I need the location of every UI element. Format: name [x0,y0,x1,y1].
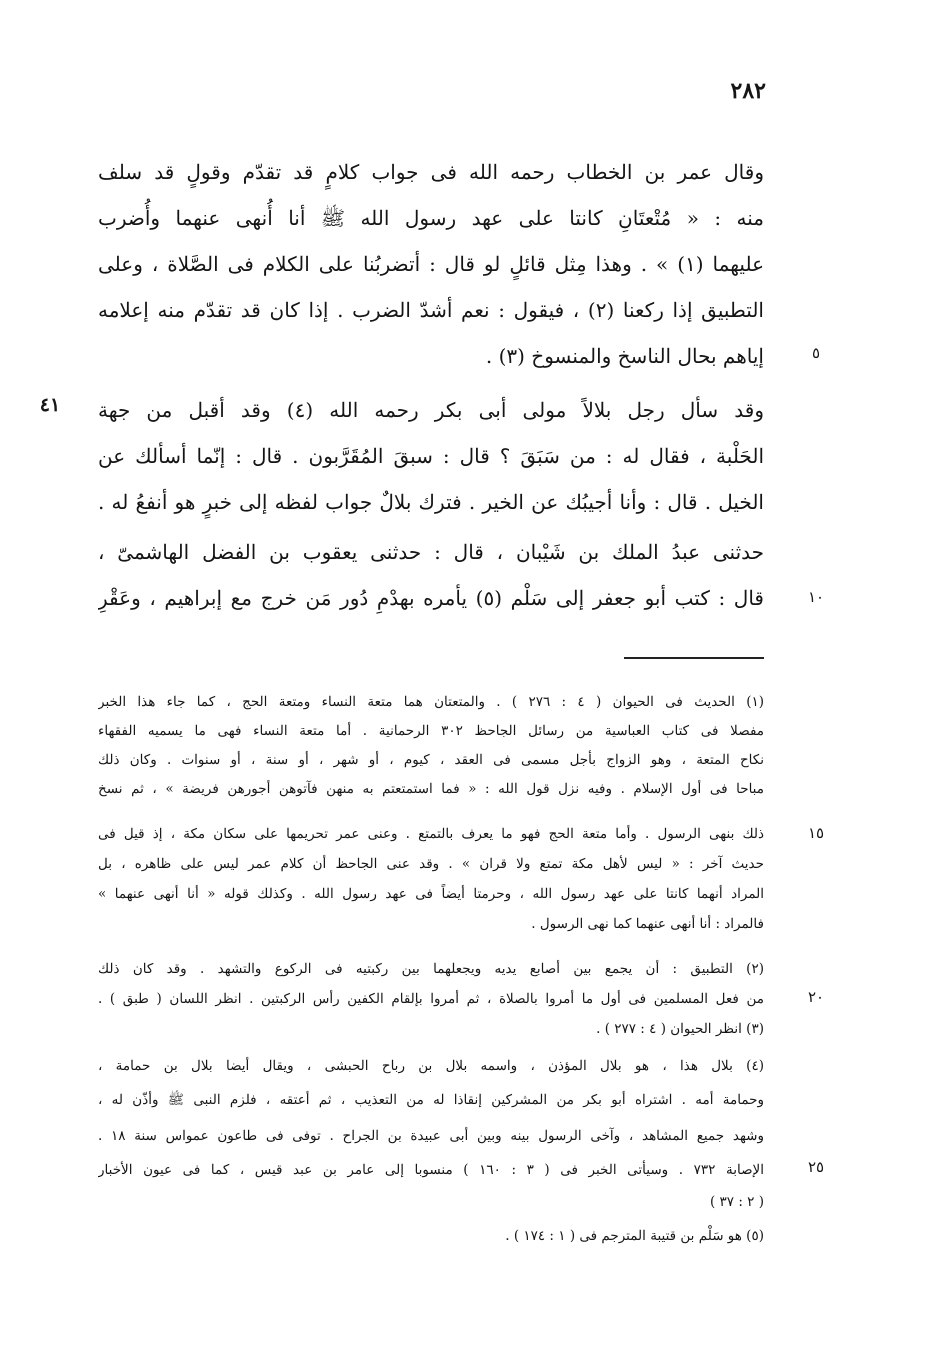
body-line: وقد سأل رجل بلالاً مولى أبى بكر رحمه الله (٤) وقد أقبل من جهة [98,398,764,422]
line-number-marker: ٢٠ [807,988,825,1006]
footnote-separator [624,657,764,659]
body-line: الحَلْبة ، فقال له : من سَبَقَ ؟ قال : سبقَ المُقَرَّبون . قال : إنّما أسألك عن [98,444,764,468]
footnote-line: نكاح المتعة ، وهو الزواج بأجل مسمى فى العقد ، كيوم ، أو شهر ، أو سنة ، أو سنوات . وكان ذلك [98,752,764,768]
footnote-line: من فعل المسلمين فى أول ما أمروا بالصلاة ، ثم أمروا بإلقام الكفين رأس الركبتين . انظر اللسان ( طبق ) . [98,991,764,1007]
footnote-line: ( ٢ : ٣٧ ) [709,1194,764,1210]
line-number-marker: ١٥ [807,824,825,842]
footnote-line: الإصابة ٧٣٢ . وسيأتى الخبر فى ( ٣ : ١٦٠ ) منسوبا إلى عامر بن عبد قيس ، كما فى عيون الأخبار [98,1162,764,1178]
footnote-line: مفصلا فى كتاب العباسية من رسائل الجاحظ ٣٠٢ الرحمانية . أما متعة النساء فهى ما يسميه الفقهاء [98,723,764,739]
footnote-line: فالمراد : أنا أنهى عنهما كما نهى الرسول . [531,916,764,932]
page-number: ٢٨٢ [730,78,766,104]
body-line: وقال عمر بن الخطاب رحمه الله فى جواب كلامٍ قد تقدّم وقولٍ قد سلف [98,160,764,184]
footnote-line: (٣) انظر الحيوان ( ٤ : ٢٧٧ ) . [596,1021,764,1037]
body-line: الخيل . قال : وأنا أجيبُك عن الخير . فترك بلالٌ جواب لفظه إلى خبرٍ هو أنفعُ له . [98,490,764,514]
body-line: منه : « مُتْعتَانِ كانتا على عهد رسول الله ﷺ أنا أُنهى عنهما وأُضرب [98,206,764,230]
body-line: حدثنى عبدُ الملك بن شَيْبان ، قال : حدثنى يعقوب بن الفضل الهاشمىّ ، [98,540,764,564]
body-line: قال : كتب أبو جعفر إلى سَلْم (٥) يأمره بهدْمِ دُور مَن خرج مع إبراهيم ، وعَقْرِ [98,586,764,610]
footnote-line: ذلك بنهى الرسول . وأما متعة الحج فهو ما يعرف بالتمتع . وعنى عمر تحريمها على سكان مكة ، إذ قيل فى [98,826,764,842]
footnote-line: مباحا فى أول الإسلام . وفيه نزل قول الله : « فما استمتعتم به منهن فآتوهن أجورهن فريضة » ، ثم نسخ [98,781,764,797]
footnote-line: المراد أنهما كانتا على عهد رسول الله ، وحرمتا أيضاً فى عهد رسول الله . وكذلك قوله « أنا أنهى عنهما » [98,886,764,902]
footnote-line: (١) الحديث فى الحيوان ( ٤ : ٢٧٦ ) . والمتعتان هما متعة النساء ومتعة الحج ، كما جاء هذا الخبر [98,694,764,710]
line-number-marker: ١٠ [807,588,825,606]
footnote-line: (٢) التطبيق : أن يجمع بين أصابع يديه ويجعلهما بين ركبتيه فى الركوع والتشهد . وقد كان ذلك [98,961,764,977]
footnote-line: (٥) هو سَلْم بن قتيبة المترجم فى ( ١ : ١٧٤ ) . [505,1228,764,1244]
margin-folio-number: ٤١ [39,394,61,416]
footnote-line: حديث آخر : « ليس لأهل مكة تمتع ولا قران » . وقد عنى الجاحظ أن كلام عمر ليس على ظاهره ، بل [98,856,764,872]
body-line: التطبيق إذا ركعنا (٢) ، فيقول : نعم أشدّ الضرب . إذا كان قد تقدّم منه إعلامه [98,298,764,322]
footnote-line: (٤) بلال هذا ، هو بلال المؤذن ، واسمه بلال بن رباح الحبشى ، ويقال أيضا بلال بن حمامة ، [98,1058,764,1074]
body-line: إياهم بحال الناسخ والمنسوخ (٣) . [485,344,764,368]
body-line: عليهما (١) » . وهذا مِثل قائلٍ لو قال : أتضربُنا على الكلام فى الصَّلاة ، وعلى [98,252,764,276]
footnote-line: وحمامة أمه . اشتراه أبو بكر من المشركين إنقاذا له من التعذيب ، ثم أعتقه ، فلزم النبى ﷺ وأذّن له ، [98,1092,764,1108]
line-number-marker: ٢٥ [807,1158,825,1176]
line-number-marker: ٥ [811,344,821,362]
footnote-line: وشهد جميع المشاهد ، وآخى الرسول بينه وبين أبى عبيدة بن الجراح . توفى فى طاعون عمواس سنة ١٨ . [98,1128,764,1144]
